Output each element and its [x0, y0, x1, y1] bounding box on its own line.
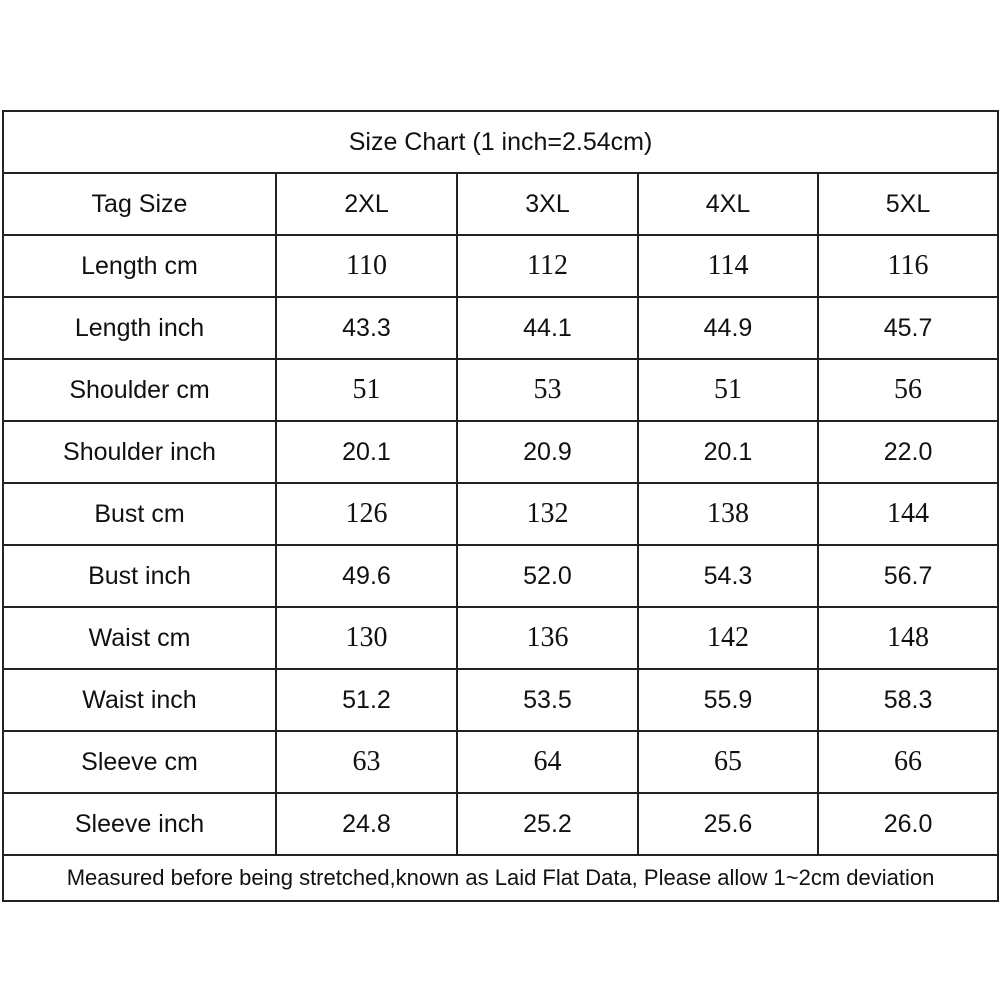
measurement-value: 44.9: [638, 297, 818, 359]
row-label: Sleeve cm: [3, 731, 276, 793]
measurement-value: 20.1: [638, 421, 818, 483]
measurement-value: 25.6: [638, 793, 818, 855]
measurement-value: 142: [638, 607, 818, 669]
measurement-value: 54.3: [638, 545, 818, 607]
row-label: Shoulder inch: [3, 421, 276, 483]
measurement-value: 53: [457, 359, 638, 421]
row-label: Waist cm: [3, 607, 276, 669]
measurement-note: Measured before being stretched,known as Laid Flat Data, Please allow 1~2cm deviation: [3, 855, 998, 901]
size-chart-body: [3, 111, 998, 901]
row-label: Shoulder cm: [3, 359, 276, 421]
measurement-value: 63: [276, 731, 457, 793]
measurement-value: 20.9: [457, 421, 638, 483]
measurement-value: 56.7: [818, 545, 998, 607]
size-header-5xl: 5XL: [818, 173, 998, 235]
row-label: Length cm: [3, 235, 276, 297]
measurement-value: 22.0: [818, 421, 998, 483]
measurement-value: 112: [457, 235, 638, 297]
measurement-value: 132: [457, 483, 638, 545]
measurement-row: [3, 483, 998, 545]
measurement-value: 148: [818, 607, 998, 669]
measurement-row: [3, 545, 998, 607]
row-label: Length inch: [3, 297, 276, 359]
measurement-value: 56: [818, 359, 998, 421]
measurement-value: 144: [818, 483, 998, 545]
measurement-value: 52.0: [457, 545, 638, 607]
size-header-4xl: 4XL: [638, 173, 818, 235]
measurement-value: 114: [638, 235, 818, 297]
measurement-row: [3, 359, 998, 421]
measurement-value: 26.0: [818, 793, 998, 855]
title-row: [3, 111, 998, 173]
row-label: Waist inch: [3, 669, 276, 731]
note-row: [3, 855, 998, 901]
measurement-value: 130: [276, 607, 457, 669]
measurement-value: 43.3: [276, 297, 457, 359]
measurement-row: [3, 731, 998, 793]
chart-title: Size Chart (1 inch=2.54cm): [3, 111, 998, 173]
measurement-row: [3, 669, 998, 731]
measurement-value: 55.9: [638, 669, 818, 731]
size-header-2xl: 2XL: [276, 173, 457, 235]
measurement-value: 116: [818, 235, 998, 297]
measurement-value: 51.2: [276, 669, 457, 731]
measurement-value: 65: [638, 731, 818, 793]
measurement-value: 58.3: [818, 669, 998, 731]
size-header-3xl: 3XL: [457, 173, 638, 235]
measurement-value: 66: [818, 731, 998, 793]
measurement-value: 51: [638, 359, 818, 421]
measurement-value: 44.1: [457, 297, 638, 359]
measurement-value: 25.2: [457, 793, 638, 855]
measurement-value: 45.7: [818, 297, 998, 359]
measurement-row: [3, 235, 998, 297]
measurement-value: 138: [638, 483, 818, 545]
measurement-value: 51: [276, 359, 457, 421]
measurement-value: 49.6: [276, 545, 457, 607]
measurement-value: 126: [276, 483, 457, 545]
header-row: [3, 173, 998, 235]
size-chart-table: [2, 110, 999, 902]
measurement-row: [3, 793, 998, 855]
measurement-row: [3, 297, 998, 359]
measurement-row: [3, 607, 998, 669]
row-label: Bust cm: [3, 483, 276, 545]
measurement-value: 64: [457, 731, 638, 793]
measurement-value: 53.5: [457, 669, 638, 731]
row-label: Sleeve inch: [3, 793, 276, 855]
measurement-value: 24.8: [276, 793, 457, 855]
measurement-value: 110: [276, 235, 457, 297]
measurement-row: [3, 421, 998, 483]
tag-size-header: Tag Size: [3, 173, 276, 235]
row-label: Bust inch: [3, 545, 276, 607]
measurement-value: 136: [457, 607, 638, 669]
measurement-value: 20.1: [276, 421, 457, 483]
